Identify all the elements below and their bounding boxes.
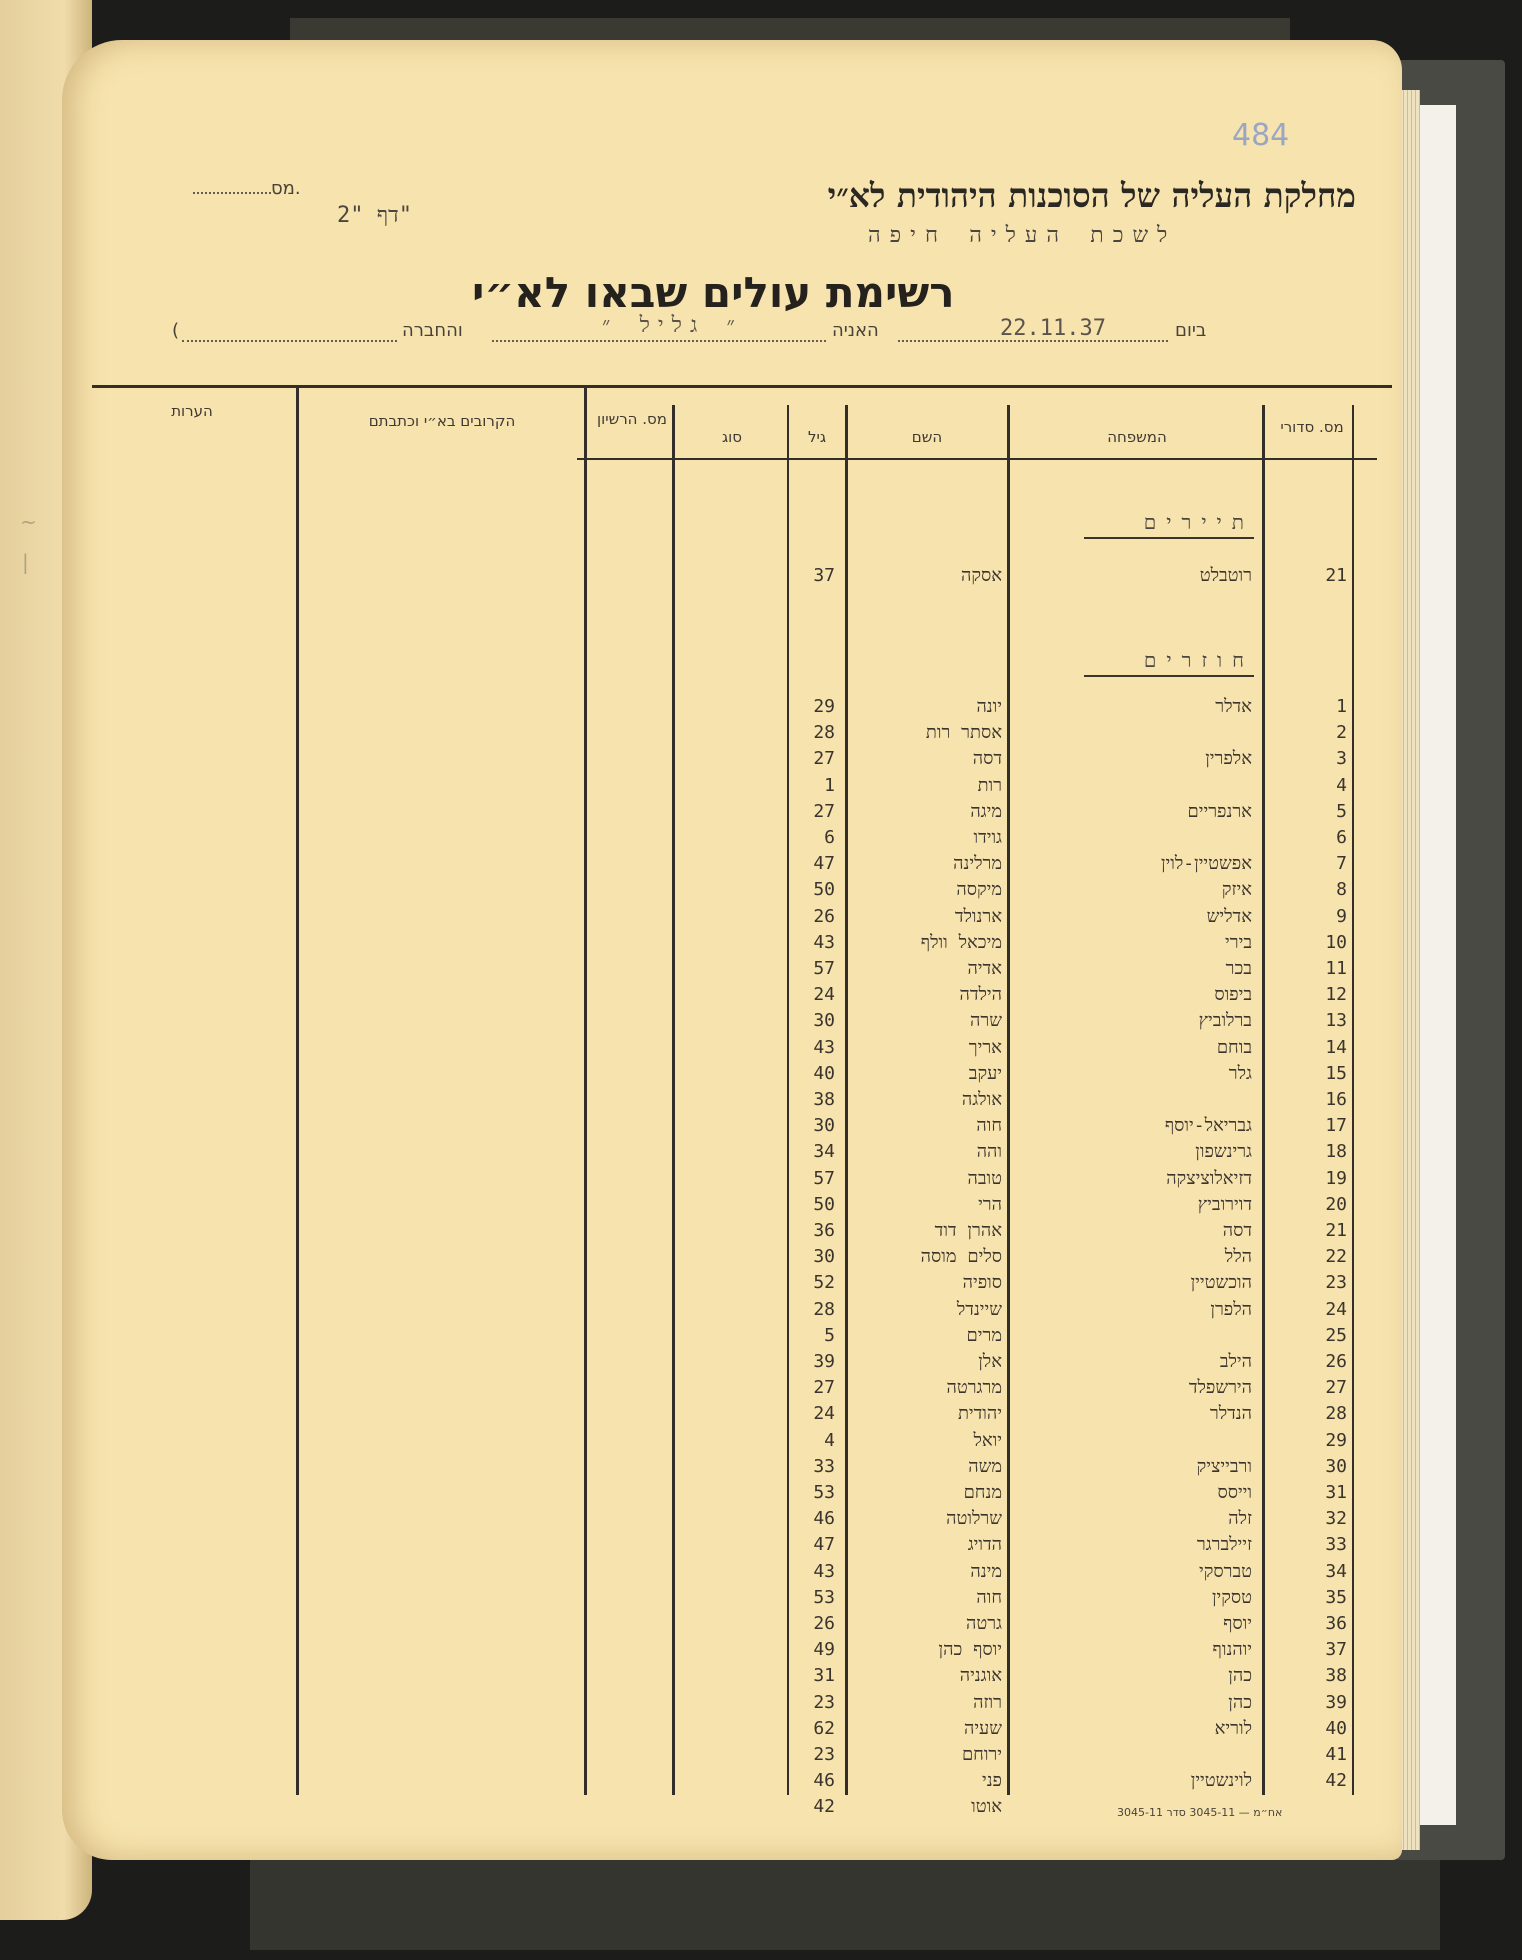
document-page — [62, 40, 1402, 1860]
row-name: חוה — [976, 1586, 1002, 1608]
row-name: מיגה — [970, 800, 1002, 822]
row-age: 62 — [813, 1717, 835, 1739]
row-family: הילב — [1219, 1351, 1252, 1372]
row-age: 34 — [813, 1141, 835, 1163]
col-rule — [787, 405, 789, 1795]
row-age: 43 — [813, 931, 835, 953]
row-serial: 26 — [1325, 1351, 1347, 1372]
row-family: יוהנוף — [1212, 1639, 1252, 1661]
sheet-number: דף "2" — [337, 203, 412, 228]
row-name: דסה — [972, 748, 1002, 770]
row-name: מיקסה — [956, 879, 1002, 901]
row-serial: 35 — [1325, 1586, 1347, 1608]
row-age: 33 — [813, 1455, 835, 1477]
row-serial: 19 — [1325, 1167, 1347, 1189]
row-serial: 33 — [1325, 1534, 1347, 1556]
row-family: דסה — [1222, 1220, 1252, 1241]
row-age: 27 — [813, 1377, 835, 1399]
row-serial: 27 — [1325, 1377, 1347, 1399]
row-age: 29 — [813, 696, 835, 717]
row-name: משה — [968, 1455, 1002, 1477]
row-serial: 41 — [1325, 1744, 1347, 1765]
row-family: טסקין — [1211, 1586, 1252, 1608]
row-age: 37 — [813, 565, 835, 586]
row-serial: 36 — [1325, 1613, 1347, 1634]
row-family: לוינשטיין — [1190, 1770, 1252, 1792]
row-serial: 39 — [1325, 1691, 1347, 1713]
col-family-header: המשפחה — [1107, 428, 1167, 446]
col-rule — [1352, 405, 1354, 1795]
row-serial: 28 — [1325, 1403, 1347, 1425]
row-name: אדיה — [967, 958, 1002, 979]
row-family: הירשפלד — [1188, 1377, 1252, 1399]
row-family: רוטבלט — [1199, 565, 1252, 586]
row-family: דוירוביץ — [1197, 1193, 1252, 1215]
row-family: איזק — [1221, 879, 1252, 901]
paper-strip — [1420, 105, 1456, 1825]
row-name: הדויג — [967, 1534, 1002, 1556]
row-serial: 15 — [1325, 1062, 1347, 1084]
row-family: ארנפריים — [1187, 800, 1252, 822]
row-serial: 40 — [1325, 1717, 1347, 1739]
ship-value: ״ גליל ״ — [602, 313, 743, 338]
row-family: זיילברגר — [1196, 1534, 1252, 1556]
date-label: ביום — [1175, 320, 1207, 341]
col-rule — [672, 405, 675, 1795]
row-family: דזיאלוציצקה — [1166, 1167, 1252, 1189]
row-serial: 11 — [1325, 958, 1347, 979]
row-age: 27 — [813, 748, 835, 770]
row-serial: 21 — [1325, 565, 1347, 586]
row-family: בירי — [1225, 931, 1252, 953]
row-serial: 1 — [1336, 696, 1347, 717]
row-name: ירוחם — [961, 1744, 1002, 1765]
row-family: אלפרין — [1205, 748, 1252, 770]
row-age: 57 — [813, 1167, 835, 1189]
row-serial: 34 — [1325, 1560, 1347, 1582]
pencil-mark: ~ — [20, 510, 37, 534]
row-serial: 31 — [1325, 1482, 1347, 1503]
row-family: כהן — [1228, 1665, 1252, 1687]
row-family: גלר — [1228, 1062, 1252, 1084]
row-serial: 4 — [1336, 774, 1347, 796]
row-serial: 18 — [1325, 1141, 1347, 1163]
row-family: ביפוס — [1214, 984, 1252, 1006]
row-age: 24 — [813, 1403, 835, 1425]
col-rule — [584, 385, 587, 1795]
row-name: יונה — [976, 696, 1002, 717]
row-name: אולגה — [961, 1089, 1002, 1110]
row-name: יואל — [973, 1429, 1002, 1451]
table-top-rule — [92, 385, 1392, 388]
row-age: 28 — [813, 722, 835, 744]
mis-field — [187, 178, 301, 199]
section-title-returnees: חוזרים — [1084, 648, 1254, 677]
row-name: חוה — [976, 1115, 1002, 1137]
row-age: 46 — [813, 1770, 835, 1792]
row-serial: 30 — [1325, 1455, 1347, 1477]
row-age: 4 — [824, 1429, 835, 1451]
row-family: יוסף — [1223, 1613, 1252, 1634]
row-age: 31 — [813, 1665, 835, 1687]
row-serial: 8 — [1336, 879, 1347, 901]
mis-blank — [193, 192, 271, 194]
row-family: כהן — [1228, 1691, 1252, 1713]
row-family: לוריא — [1214, 1717, 1252, 1739]
row-age: 49 — [813, 1639, 835, 1661]
row-age: 36 — [813, 1220, 835, 1241]
company-paren: ( — [172, 320, 180, 341]
row-name: יוסף כהן — [938, 1639, 1002, 1661]
row-family: זלה — [1228, 1508, 1252, 1530]
row-age: 50 — [813, 1193, 835, 1215]
row-age: 46 — [813, 1508, 835, 1530]
col-rule — [296, 385, 299, 1795]
row-name: מרלינה — [953, 853, 1002, 875]
row-serial: 38 — [1325, 1665, 1347, 1687]
row-family: אדלר — [1215, 696, 1252, 717]
row-serial: 16 — [1325, 1089, 1347, 1110]
row-serial: 3 — [1336, 748, 1347, 770]
row-serial: 29 — [1325, 1429, 1347, 1451]
row-serial: 37 — [1325, 1639, 1347, 1661]
row-family: אפשטיין-לוין — [1160, 853, 1252, 875]
row-serial: 14 — [1325, 1036, 1347, 1058]
col-relatives-header: הקרובים בא״י וכתבתם — [368, 412, 516, 430]
row-age: 5 — [824, 1324, 835, 1346]
row-name: רוזה — [973, 1691, 1002, 1713]
row-age: 53 — [813, 1586, 835, 1608]
row-serial: 9 — [1336, 905, 1347, 927]
row-name: אסקה — [960, 565, 1002, 586]
row-age: 52 — [813, 1272, 835, 1294]
row-family: הלל — [1224, 1246, 1252, 1268]
row-age: 39 — [813, 1351, 835, 1372]
pencil-mark: | — [22, 550, 29, 574]
row-family: אדליש — [1206, 905, 1252, 927]
row-serial: 24 — [1325, 1298, 1347, 1320]
company-label: והחברה — [402, 320, 463, 341]
row-name: מרים — [966, 1324, 1002, 1346]
row-family: טברסקי — [1199, 1560, 1252, 1582]
company-blank — [182, 340, 397, 342]
row-age: 57 — [813, 958, 835, 979]
row-serial: 2 — [1336, 722, 1347, 744]
row-age: 43 — [813, 1036, 835, 1058]
row-serial: 12 — [1325, 984, 1347, 1006]
row-name: אוטו — [971, 1796, 1002, 1818]
row-name: שיינדל — [956, 1298, 1002, 1320]
row-age: 28 — [813, 1298, 835, 1320]
row-age: 30 — [813, 1246, 835, 1268]
row-name: מיכאל וולף — [920, 931, 1002, 953]
row-name: גוידו — [973, 827, 1002, 848]
row-age: 47 — [813, 853, 835, 875]
date-blank — [898, 340, 1168, 342]
row-family: הנדלר — [1209, 1403, 1252, 1425]
row-age: 40 — [813, 1062, 835, 1084]
row-name: אלן — [978, 1351, 1002, 1372]
row-serial: 7 — [1336, 853, 1347, 875]
mis-label: מס. — [271, 178, 301, 199]
row-family: בוחם — [1216, 1036, 1252, 1058]
row-name: אריך — [968, 1036, 1002, 1058]
col-type-header: סוג — [721, 428, 742, 446]
row-age: 26 — [813, 1613, 835, 1634]
row-name: מרגרטה — [946, 1377, 1002, 1399]
row-name: סלים מוסה — [920, 1246, 1002, 1268]
row-family: וייסס — [1217, 1482, 1252, 1503]
date-value: 22.11.37 — [1000, 316, 1106, 341]
row-family: הלפרן — [1210, 1298, 1252, 1320]
row-age: 26 — [813, 905, 835, 927]
row-family: גרינשפון — [1195, 1141, 1252, 1163]
row-serial: 13 — [1325, 1010, 1347, 1032]
row-name: טובה — [967, 1167, 1002, 1189]
row-serial: 17 — [1325, 1115, 1347, 1137]
row-age: 6 — [824, 827, 835, 848]
document-title: רשימת עולים שבאו לא״י — [472, 268, 955, 317]
row-name: מנחם — [963, 1482, 1002, 1503]
row-serial: 10 — [1325, 931, 1347, 953]
row-serial: 42 — [1325, 1770, 1347, 1792]
row-name: גרטה — [965, 1613, 1002, 1634]
department-line: לשכת העליה חיפה — [868, 223, 1177, 248]
row-age: 47 — [813, 1534, 835, 1556]
col-license-header: מס. הרשיון — [597, 410, 667, 428]
row-serial: 23 — [1325, 1272, 1347, 1294]
row-name: יהודית — [957, 1403, 1002, 1425]
row-serial: 22 — [1325, 1246, 1347, 1268]
row-family: בכר — [1225, 958, 1252, 979]
col-age-header: גיל — [807, 428, 827, 446]
row-serial: 6 — [1336, 827, 1347, 848]
col-rule — [845, 405, 848, 1795]
page-number: 484 — [1232, 118, 1290, 153]
row-age: 42 — [813, 1796, 835, 1818]
row-name: יעקב — [968, 1062, 1002, 1084]
row-name: שעיה — [963, 1717, 1002, 1739]
row-name: פני — [981, 1770, 1002, 1792]
row-serial: 32 — [1325, 1508, 1347, 1530]
organization-header: מחלקת העליה של הסוכנות היהודית לא״י — [827, 176, 1356, 215]
row-name: שרלוטה — [946, 1508, 1002, 1530]
row-name: הילדה — [959, 984, 1002, 1006]
row-name: רות — [977, 774, 1002, 796]
ship-label: האניה — [832, 320, 879, 341]
row-name: ארנולד — [954, 905, 1002, 927]
row-age: 24 — [813, 984, 835, 1006]
row-family: ברלוביץ — [1198, 1010, 1252, 1032]
col-rule — [1007, 405, 1010, 1795]
row-name: סופיה — [962, 1272, 1002, 1294]
row-age: 50 — [813, 879, 835, 901]
print-code: 3045-11 אח״מ — 3045-11 סדר — [1117, 1806, 1283, 1819]
col-name-header: השם — [911, 428, 943, 446]
row-name: הרי — [978, 1193, 1002, 1215]
col-notes-header: הערות — [171, 402, 213, 420]
row-age: 30 — [813, 1010, 835, 1032]
row-name: אסתר רות — [925, 722, 1002, 744]
row-name: שרה — [970, 1010, 1002, 1032]
row-age: 27 — [813, 800, 835, 822]
header-bottom-rule — [577, 458, 1377, 460]
row-family: גבריאל-יוסף — [1164, 1115, 1252, 1137]
row-name: מינה — [970, 1560, 1002, 1582]
row-name: אוגניה — [959, 1665, 1002, 1687]
row-age: 53 — [813, 1482, 835, 1503]
row-serial: 5 — [1336, 800, 1347, 822]
col-serial-header: מס. סדורי — [1280, 418, 1344, 436]
row-age: 43 — [813, 1560, 835, 1582]
row-age: 30 — [813, 1115, 835, 1137]
section-title-tourists: תיירים — [1084, 510, 1254, 539]
row-age: 38 — [813, 1089, 835, 1110]
row-serial: 25 — [1325, 1324, 1347, 1346]
row-family: הוכשטיין — [1190, 1272, 1252, 1294]
row-age: 23 — [813, 1691, 835, 1713]
row-age: 1 — [824, 774, 835, 796]
row-name: והה — [976, 1141, 1002, 1163]
row-name: אהרן דוד — [934, 1220, 1002, 1241]
row-age: 23 — [813, 1744, 835, 1765]
row-family: ורבייציק — [1196, 1455, 1252, 1477]
row-serial: 21 — [1325, 1220, 1347, 1241]
ship-blank — [492, 340, 826, 342]
col-rule — [1262, 405, 1265, 1795]
row-serial: 20 — [1325, 1193, 1347, 1215]
